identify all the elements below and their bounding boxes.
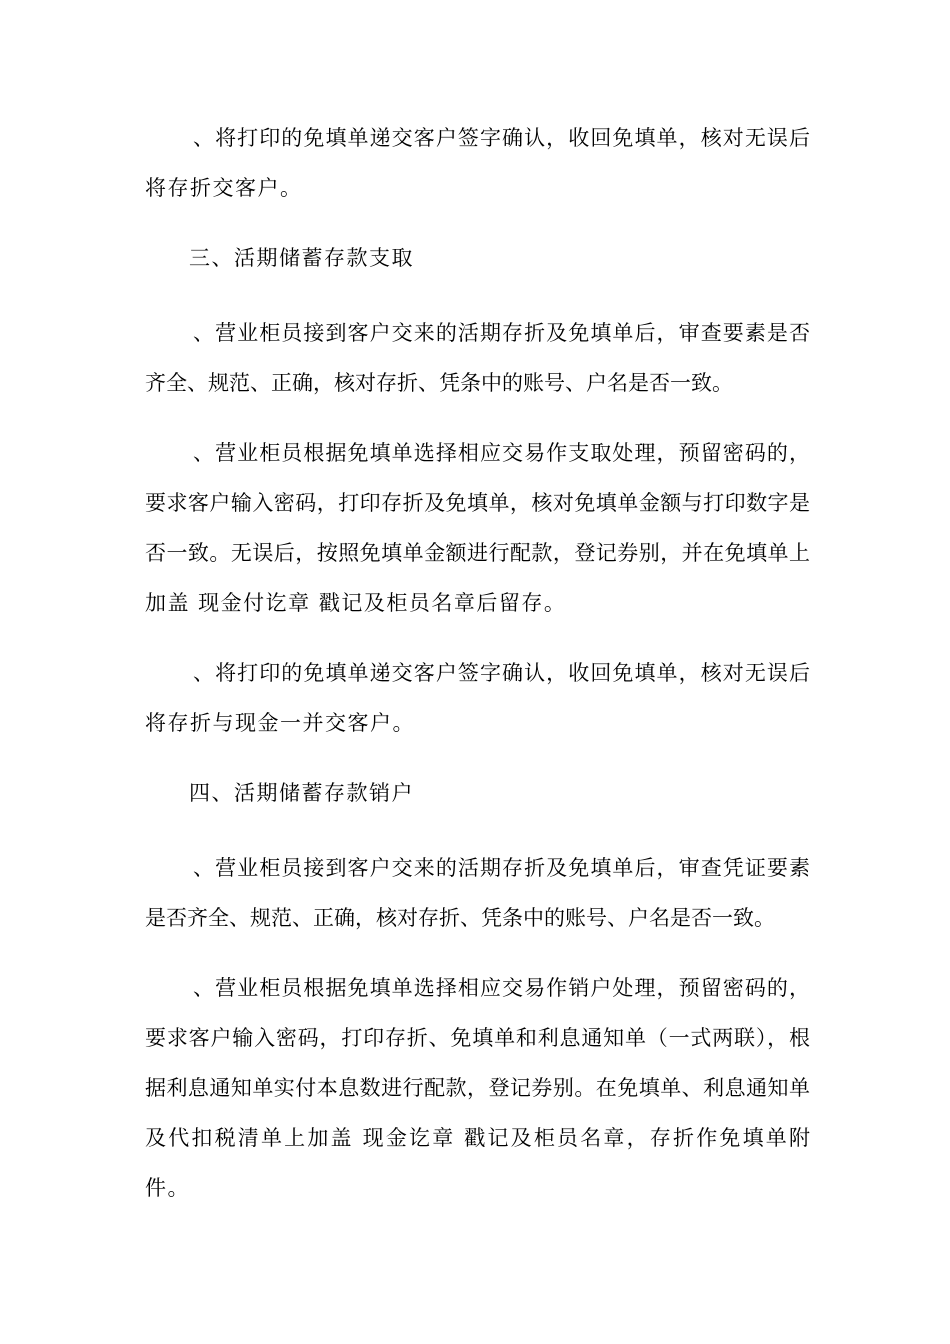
paragraph-line: 要求客户输入密码，打印存折及免填单，核对免填单金额与打印数字是: [145, 491, 810, 515]
section-heading: 三、活期储蓄存款支取: [189, 246, 414, 270]
paragraph-line: 、营业柜员根据免填单选择相应交易作支取处理，预留密码的，: [193, 441, 810, 465]
paragraph-line: 及代扣税清单上加盖 现金讫章 戳记及柜员名章，存折作免填单附: [145, 1126, 810, 1150]
paragraph-line: 加盖 现金付讫章 戳记及柜员名章后留存。: [145, 591, 567, 615]
paragraph-line: 件。: [145, 1176, 190, 1200]
paragraph-line: 齐全、规范、正确，核对存折、凭条中的账号、户名是否一致。: [145, 371, 733, 395]
paragraph-line: 、营业柜员根据免填单选择相应交易作销户处理，预留密码的，: [193, 976, 810, 1000]
paragraph-line: 要求客户输入密码，打印存折、免填单和利息通知单（一式两联），根: [145, 1026, 810, 1050]
paragraph-line: 据利息通知单实付本息数进行配款，登记券别。在免填单、利息通知单: [145, 1076, 810, 1100]
paragraph-line: 是否齐全、规范、正确，核对存折、凭条中的账号、户名是否一致。: [145, 906, 775, 930]
paragraph-line: 、营业柜员接到客户交来的活期存折及免填单后，审查凭证要素: [193, 856, 810, 880]
paragraph-line: 、将打印的免填单递交客户签字确认，收回免填单，核对无误后: [193, 661, 810, 685]
section-heading: 四、活期储蓄存款销户: [189, 781, 414, 805]
paragraph-line: 、营业柜员接到客户交来的活期存折及免填单后，审查要素是否: [193, 321, 810, 345]
paragraph-line: 、将打印的免填单递交客户签字确认，收回免填单，核对无误后: [193, 126, 810, 150]
paragraph-line: 否一致。无误后，按照免填单金额进行配款，登记券别，并在免填单上: [145, 541, 810, 565]
paragraph-line: 将存折交客户。: [145, 176, 303, 200]
paragraph-line: 将存折与现金一并交客户。: [145, 711, 415, 735]
